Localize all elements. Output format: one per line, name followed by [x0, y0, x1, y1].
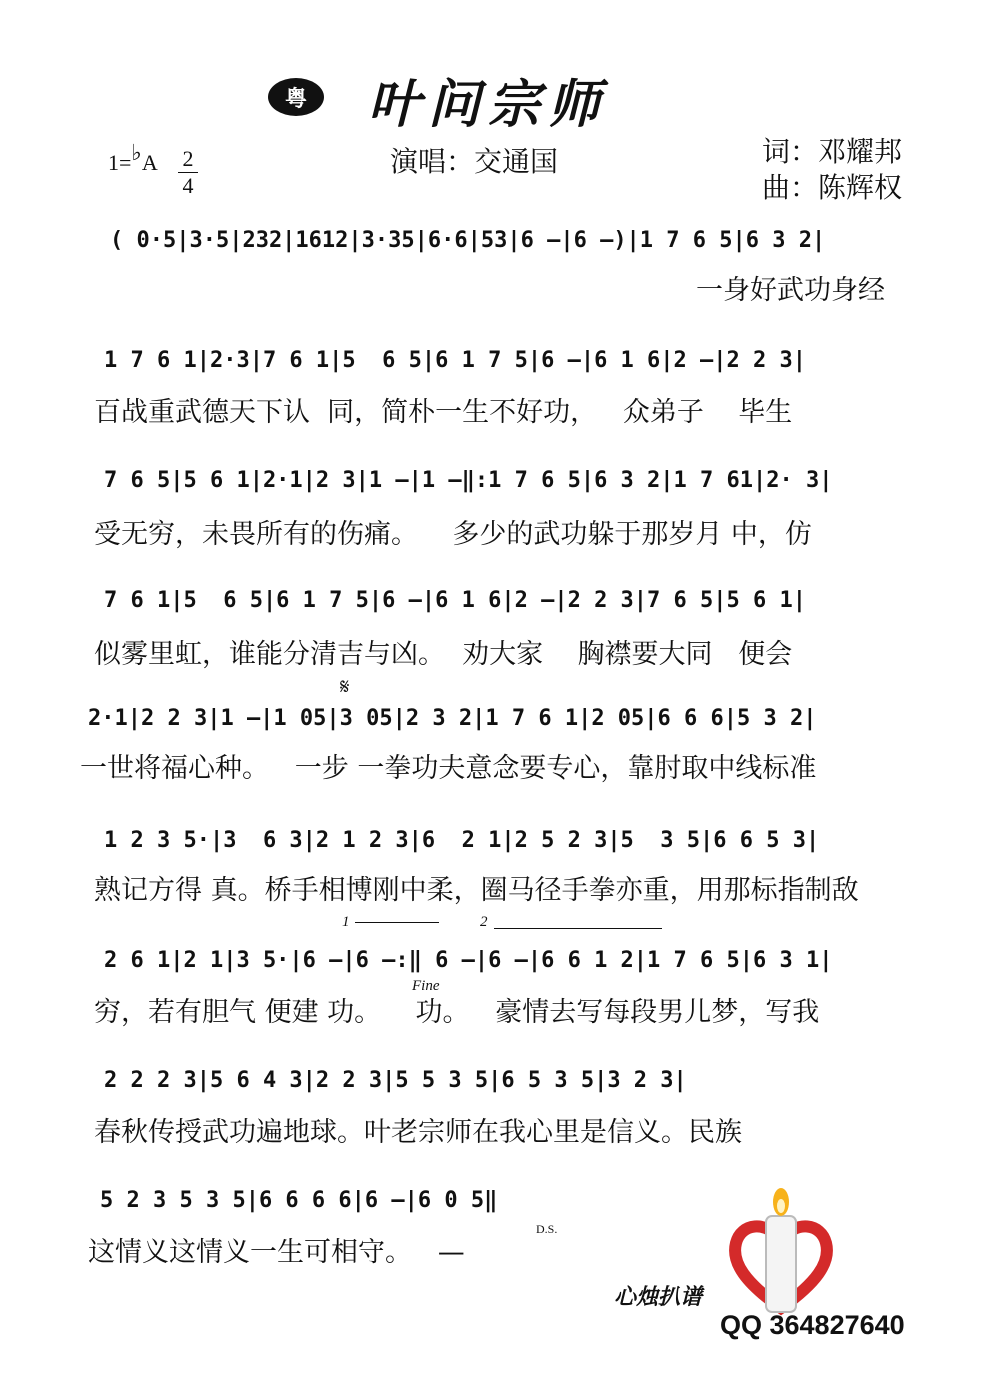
lyrics-line-4: 似雾里虹，谁能分清吉与凶。 劝大家 胸襟要大同 便会 — [94, 639, 793, 670]
dialect-badge: 粤 — [268, 78, 324, 116]
notes-line-1: ( 0·5|3·5|232|1612|3·35|6·6|53|6 –|6 –)|1 7 6 5|6 3 2| — [110, 228, 826, 253]
transcriber-credit: 心烛扒谱 — [614, 1284, 703, 1310]
lyricist-credit: 词：邓耀邦 — [762, 135, 903, 168]
candle-body — [766, 1216, 796, 1312]
notes-line-5: 2·1|2 2 3|1 –|1 05|3 05|2 3 2|1 7 6 1|2 05|6 6 6|5 3 2| — [88, 706, 817, 731]
notes-line-6: 1 2 3 5·|3 6 3|2 1 2 3|6 2 1|2 5 2 3|5 3 5|6 6 5 3| — [104, 828, 820, 853]
flame-core — [777, 1199, 785, 1213]
flat-icon: ♭ — [131, 140, 142, 165]
ds-mark: D.S. — [536, 1222, 558, 1236]
lyrics-line-7: 穷，若有胆气 便建 功。 功。 豪情去写每段男儿梦，写我 — [94, 997, 820, 1028]
time-top: 2 — [182, 146, 194, 171]
key-letter: A — [141, 150, 158, 175]
volta-2-label: 2 — [480, 914, 488, 930]
volta-1-bracket — [355, 922, 439, 923]
notes-line-7: 2 6 1|2 1|3 5·|6 –|6 –:‖ 6 –|6 –|6 6 1 2|1 7 6 5|6 3 1| — [104, 948, 833, 973]
singer-credit: 演唱：交通国 — [390, 145, 559, 178]
lyrics-line-5: 一世将福心种。 一步 一拳功夫意念要专心，靠肘取中线标准 — [80, 753, 817, 784]
song-title: 叶问宗师 — [368, 74, 609, 135]
volta-1-label: 1 — [342, 914, 350, 930]
key-prefix: 1= — [108, 150, 132, 175]
candle-heart-logo-icon — [726, 1188, 836, 1328]
fine-mark: Fine — [412, 978, 440, 994]
lyrics-line-6: 熟记方得 真。桥手相博刚中柔，圈马径手拳亦重，用那标指制敌 — [94, 875, 859, 906]
time-bottom: 4 — [178, 172, 198, 199]
lyrics-line-2: 百战重武德天下认 同，简朴一生不好功， 众弟子 毕生 — [94, 397, 793, 428]
composer-credit: 曲：陈辉权 — [762, 171, 903, 204]
notes-line-3: 7 6 5|5 6 1|2·1|2 3|1 –|1 –‖:1 7 6 5|6 3 2|1 7 61|2· 3| — [104, 468, 833, 493]
volta-2-bracket — [494, 928, 662, 929]
lyrics-line-9: 这情义这情义一生可相守。 — — [88, 1237, 465, 1268]
notes-line-9: 5 2 3 5 3 5|6 6 6 6|6 –|6 0 5‖ — [100, 1188, 498, 1213]
notes-line-8: 2 2 2 3|5 6 4 3|2 2 3|5 5 3 5|6 5 3 5|3 2 3| — [104, 1068, 687, 1093]
lyrics-line-3: 受无穷，未畏所有的伤痛。 多少的武功躲于那岁月 中，仿 — [94, 519, 812, 550]
notes-line-4: 7 6 1|5 6 5|6 1 7 5|6 –|6 1 6|2 –|2 2 3|7 6 5|5 6 1| — [104, 588, 806, 613]
lyrics-line-8: 春秋传授武功遍地球。叶老宗师在我心里是信义。民族 — [94, 1117, 742, 1148]
time-signature — [178, 146, 198, 199]
key-signature — [108, 140, 158, 176]
notes-line-2: 1 7 6 1|2·3|7 6 1|5 6 5|6 1 7 5|6 –|6 1 6|2 –|2 2 3| — [104, 348, 806, 373]
lyrics-line-1: 一身好武功身经 — [696, 275, 885, 306]
qq-contact: QQ 364827640 — [720, 1310, 905, 1340]
segno-icon: 𝄋 — [340, 674, 350, 699]
